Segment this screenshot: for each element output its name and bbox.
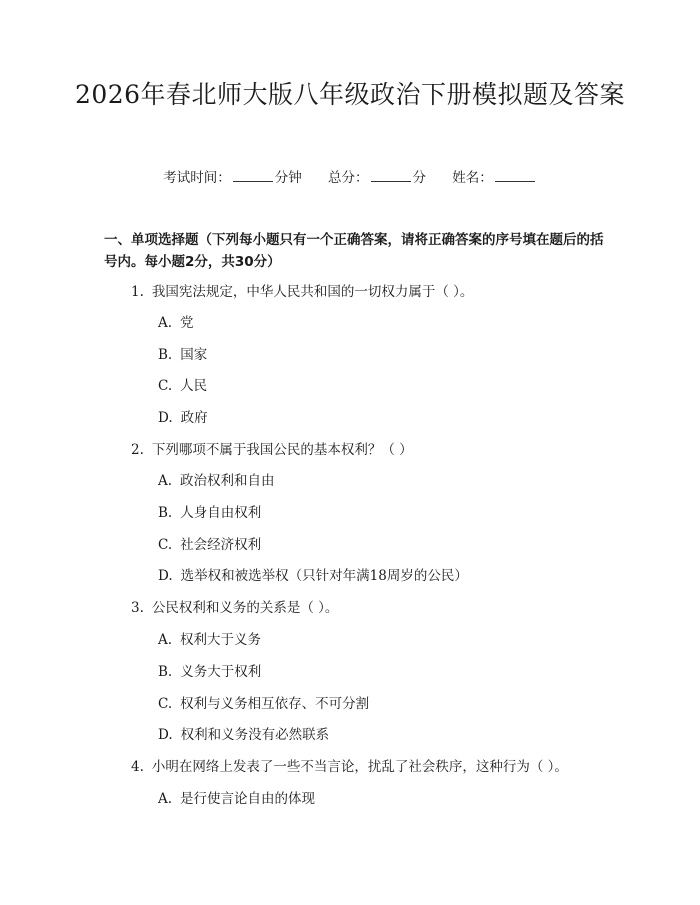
q1-option-a[interactable] [158, 314, 194, 332]
question-1 [131, 283, 473, 301]
option-label: A. [158, 473, 173, 489]
score-blank[interactable] [371, 169, 411, 182]
option-text: 义务大于权利 [180, 664, 262, 680]
q2-option-c[interactable] [158, 536, 261, 554]
score-label: 总分： [328, 170, 369, 186]
exam-time-field [163, 168, 302, 188]
question-text: 公民权利和义务的关系是（ ）。 [151, 600, 339, 616]
option-text: 权利和义务没有必然联系 [180, 727, 330, 743]
question-number: 3. [131, 600, 144, 616]
name-field [452, 168, 537, 188]
question-2 [131, 441, 413, 459]
option-label: D. [158, 568, 173, 584]
option-label: C. [158, 378, 173, 394]
q3-option-c[interactable] [158, 695, 369, 713]
option-text: 是行使言论自由的体现 [180, 791, 316, 807]
q2-option-b[interactable] [158, 504, 261, 522]
option-label: A. [158, 791, 173, 807]
option-label: A. [158, 632, 173, 648]
option-label: D. [158, 727, 173, 743]
q2-option-a[interactable] [158, 472, 275, 490]
question-number: 2. [131, 442, 144, 458]
q3-option-a[interactable] [158, 631, 261, 649]
option-text: 选举权和被选举权（只针对年满18周岁的公民） [180, 568, 468, 584]
score-unit: 分 [412, 170, 426, 186]
section-heading: 一、单项选择题（下列每小题只有一个正确答案，请将正确答案的序号填在题后的括号内。每小题2分，共30分） [104, 232, 604, 270]
option-text: 社会经济权利 [180, 537, 262, 553]
question-text: 我国宪法规定，中华人民共和国的一切权力属于（ ）。 [151, 284, 474, 300]
option-text: 人身自由权利 [180, 505, 262, 521]
option-text: 政治权利和自由 [180, 473, 275, 489]
option-label: B. [158, 664, 173, 680]
option-text: 权利大于义务 [180, 632, 262, 648]
q4-option-a[interactable] [158, 790, 315, 808]
option-label: B. [158, 505, 173, 521]
q1-option-d[interactable] [158, 409, 208, 427]
option-text: 党 [180, 315, 194, 331]
time-label: 考试时间： [163, 170, 231, 186]
total-score-field [328, 168, 426, 188]
option-text: 国家 [180, 347, 208, 363]
option-label: C. [158, 537, 173, 553]
time-unit: 分钟 [274, 170, 302, 186]
question-text: 小明在网络上发表了一些不当言论，扰乱了社会秩序，这种行为（ ）。 [151, 759, 568, 775]
question-3 [131, 599, 338, 617]
question-4 [131, 758, 568, 776]
question-number: 4. [131, 759, 144, 775]
option-label: B. [158, 347, 173, 363]
option-text: 人民 [180, 378, 208, 394]
option-label: C. [158, 696, 173, 712]
q1-option-b[interactable] [158, 346, 207, 364]
q2-option-d[interactable] [158, 567, 468, 585]
q3-option-b[interactable] [158, 663, 261, 681]
exam-info-line [0, 168, 700, 188]
option-label: A. [158, 315, 173, 331]
question-text: 下列哪项不属于我国公民的基本权利？（ ） [151, 442, 413, 458]
q1-option-c[interactable] [158, 377, 207, 395]
option-label: D. [158, 410, 173, 426]
name-blank[interactable] [495, 169, 535, 182]
time-blank[interactable] [233, 169, 273, 182]
name-label: 姓名： [452, 170, 493, 186]
option-text: 政府 [180, 410, 208, 426]
question-number: 1. [131, 284, 144, 300]
option-text: 权利与义务相互依存、不可分割 [180, 696, 370, 712]
q3-option-d[interactable] [158, 726, 329, 744]
document-title: 2026年春北师大版八年级政治下册模拟题及答案 [74, 80, 626, 109]
